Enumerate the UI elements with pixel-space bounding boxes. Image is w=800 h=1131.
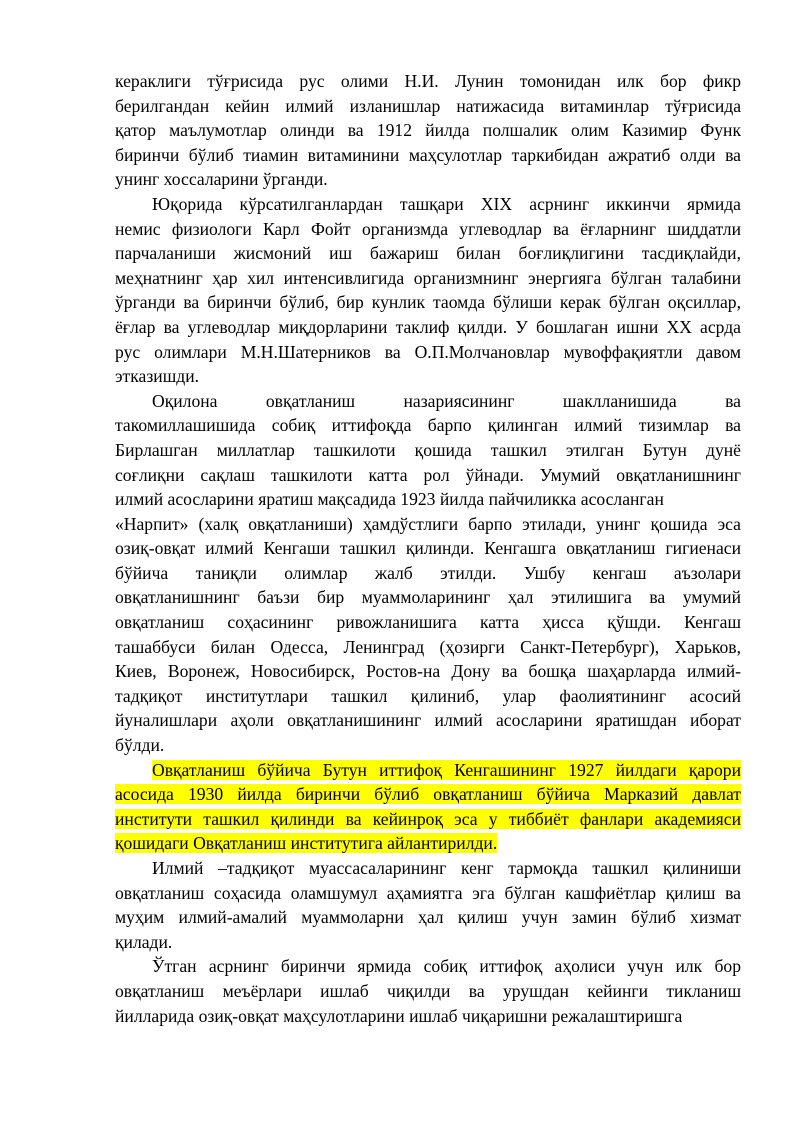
line-text: овқатланиш соҳасининг ривожланишига катта ҳисса қўшди. Кенгаш [115,612,741,633]
line-text: соғлиқни сақлаш ташкилоти катта рол ўйнади. Умумий овқатланишнинг [115,464,741,485]
text-line [115,930,741,955]
text-line [115,487,741,512]
line-text: Киев, Воронеж, Новосибирск, Ростов-на Дону ва бошқа шаҳарларда илмий- [115,661,741,682]
text-line [115,413,741,438]
text-line [115,192,741,217]
text-line [115,635,741,660]
document-page [115,69,741,1028]
line-text: берилгандан кейин илмий изланишлар натижасида витаминлар тўғрисида [115,95,741,116]
line-text: йилларида озиқ-овқат маҳсулотларини ишлаб чиқаришни режалаштиришга [115,1005,683,1026]
line-text: овқатланиш соҳасида оламшумул аҳамиятга эга бўлган кашфиётлар қилиш ва [115,882,741,903]
text-line [115,610,741,635]
paragraph-p6 [115,954,741,1028]
line-text: бўйича таниқли олимлар жалб этилди. Ушбу кенгаш аъзолари [115,562,741,583]
line-text: тадқиқот институтлари ташкил қилиниб, улар фаолиятининг асосий [115,685,741,706]
highlighted-text: асосида 1930 йилда биринчи бўлиб овқатланиш бўйича Марказий давлат [115,784,741,805]
text-line [115,536,741,561]
text-line [115,561,741,586]
line-text: этказишди. [115,366,200,387]
text-line [115,708,741,733]
text-line [115,290,741,315]
line-text: овқатланишнинг баъзи бир муаммоларининг ҳал этилишига ва умумий [115,587,741,608]
line-text: қатор маълумотлар олинди ва 1912 йилда полшалик олим Казимир Функ [115,120,741,141]
text-line [115,1004,741,1029]
text-line [115,585,741,610]
text-line [115,438,741,463]
text-line [115,807,741,832]
line-text: парчаланиши жисмоний иш бажариш билан боғлиқлигини тасдиқлайди, [115,243,741,264]
text-line [115,733,741,758]
line-text: биринчи бўлиб тиамин витаминини маҳсулотлар таркибидан ажратиб олди ва [115,144,741,165]
highlighted-text: Овқатланиш бўйича Бутун иттифоқ Кенгашининг 1927 йилдаги қарори [152,759,741,780]
line-text: Илмий –тадқиқот муассасаларининг кенг тармоқда ташкил қилиниши [152,858,741,878]
text-line [115,167,741,192]
line-text: унинг хоссаларини ўрганди. [115,169,328,190]
paragraph-p3 [115,389,741,758]
text-line [115,389,741,414]
highlighted-text: институти ташкил қилинди ва кейинроқ эса у тиббиёт фанлари академияси [115,808,741,829]
text-line [115,905,741,930]
line-text: бўлди. [115,735,165,756]
line-text: кераклиги тўғрисида рус олими Н.И. Лунин томонидан илк бор фикр [115,71,741,91]
line-text: овқатланиш меъёрлари ишлаб чиқилди ва урушдан кейинги тикланиш [115,980,741,1001]
line-text: ёғлар ва углеводлар миқдорларини таклиф қилди. У бошлаган ишни XX асрда [115,316,741,337]
paragraph-p4 [115,758,741,856]
line-text: такомиллашишида собиқ иттифоқда барпо қилинган илмий тизимлар ва [115,415,741,436]
line-text: Ўтган асрнинг биринчи ярмида собиқ иттифоқ аҳолиси учун илк бор [152,956,741,977]
text-line [115,94,741,119]
text-line [115,69,741,94]
text-line [115,266,741,291]
text-line [115,340,741,365]
paragraph-p5 [115,856,741,954]
line-text: Юқорида кўрсатилганлардан ташқари XIX асрнинг иккинчи ярмида [152,193,741,214]
paragraph-p1 [115,69,741,192]
text-line [115,782,741,807]
text-line [115,241,741,266]
text-line [115,881,741,906]
line-text: «Нарпит» (халқ овқатланиши) ҳамдўстлиги барпо этилади, унинг қошида эса [115,513,741,534]
text-line [115,118,741,143]
text-line [115,979,741,1004]
text-line [115,364,741,389]
text-line [115,954,741,979]
text-line [115,463,741,488]
text-line [115,659,741,684]
line-text: муҳим илмий-амалий муаммоларни ҳал қилиш учун замин бўлиб хизмат [115,907,741,928]
text-line [115,143,741,168]
line-text: ташаббуси билан Одесса, Ленинград (ҳозирги Санкт-Петербург), Харьков, [115,636,741,657]
line-text: Бирлашган миллатлар ташкилоти қошида ташкил этилган Бутун дунё [115,439,741,460]
line-text: йуналишлари аҳоли овқатланишининг илмий асосларини яратишдан иборат [115,710,741,731]
text-line [115,315,741,340]
line-text: меҳнатнинг ҳар хил интенсивлигида организмнинг энергияга бўлган талабини [115,267,741,288]
line-text: немис физиологи Карл Фойт организмда углеводлар ва ёғларнинг шиддатли [115,218,741,239]
text-line [115,512,741,537]
text-line [115,758,741,783]
line-text: рус олимлари М.Н.Шатерников ва О.П.Молчановлар мувоффақиятли давом [115,341,741,362]
text-line [115,856,741,881]
text-line [115,217,741,242]
line-text: ўрганди ва биринчи бўлиб, бир кунлик таомда бўлиши керак бўлган оқсиллар, [115,292,741,313]
line-text: қилади. [115,931,173,952]
text-line [115,684,741,709]
line-text: Оқилона овқатланиш назариясининг шаклланишида ва [152,390,741,411]
highlighted-text: қошидаги Овқатланиш институтига айлантирилди. [115,833,498,854]
line-text: озиқ-овқат илмий Кенгаши ташкил қилинди. Кенгашга овқатланиш гигиенаси [115,538,741,559]
text-line [115,831,741,856]
line-text: илмий асосларини яратиш мақсадида 1923 йилда пайчиликка асосланган [115,489,664,510]
paragraph-p2 [115,192,741,389]
